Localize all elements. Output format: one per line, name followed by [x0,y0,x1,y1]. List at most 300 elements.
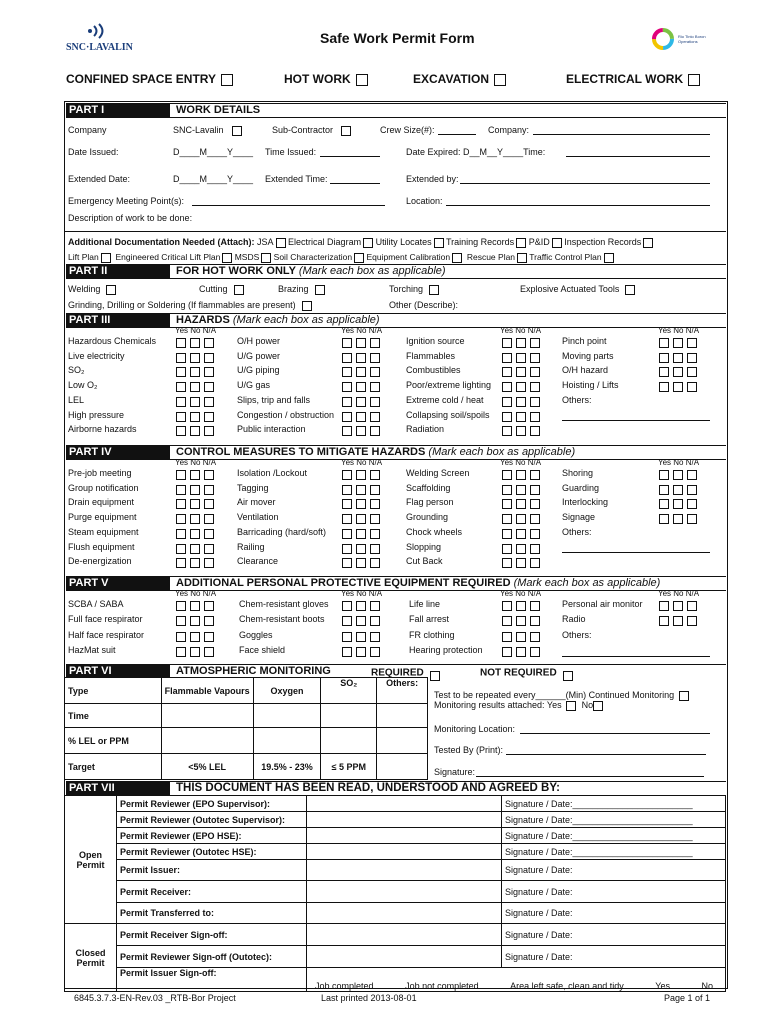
type-hot-work[interactable] [284,72,368,86]
yes-option[interactable]: Yes [655,981,670,991]
checkbox[interactable] [204,529,214,539]
checkbox[interactable] [356,470,366,480]
checkbox[interactable] [363,238,373,248]
checkbox[interactable] [566,701,576,711]
checkbox[interactable] [190,470,200,480]
checkbox[interactable] [342,426,352,436]
checkbox[interactable] [370,382,380,392]
yes-no-na-checkboxes[interactable] [342,426,384,436]
yes-no-na-checkboxes[interactable] [176,647,218,657]
yes-no-na-checkboxes[interactable] [502,412,544,422]
checkbox[interactable] [530,426,540,436]
others-field[interactable] [562,656,710,657]
cell[interactable] [253,704,321,728]
checkbox[interactable] [673,338,683,348]
yes-no-na-checkboxes[interactable] [342,397,384,407]
welding-option[interactable] [68,284,116,295]
yes-no-na-checkboxes[interactable] [176,382,218,392]
yes-no-na-checkboxes[interactable] [342,367,384,377]
checkbox[interactable] [342,470,352,480]
yes-no-na-checkboxes[interactable] [502,616,544,626]
checkbox[interactable] [356,499,366,509]
cell[interactable] [377,704,428,728]
checkbox[interactable] [502,499,512,509]
checkbox[interactable] [222,253,232,263]
checkbox[interactable] [673,470,683,480]
checkbox[interactable] [502,616,512,626]
checkbox[interactable] [502,544,512,554]
checkbox[interactable] [370,632,380,642]
checkbox[interactable] [530,485,540,495]
checkbox[interactable] [370,544,380,554]
checkbox[interactable] [530,338,540,348]
cell[interactable] [321,704,377,728]
name-cell[interactable] [307,924,502,946]
company-field[interactable] [533,134,710,135]
name-cell[interactable] [307,796,502,812]
checkbox[interactable] [234,285,244,295]
date-issued-field[interactable]: D____M____Y____ [173,147,254,157]
checkbox[interactable] [356,338,366,348]
signature-date[interactable]: Signature / Date: [502,860,726,881]
checkbox[interactable] [190,382,200,392]
name-cell[interactable] [307,946,502,968]
checkbox[interactable] [302,301,312,311]
checkbox[interactable] [190,426,200,436]
checkbox[interactable] [176,353,186,363]
extended-time-field[interactable] [330,183,380,184]
yes-no-na-checkboxes[interactable] [502,367,544,377]
explosive-option[interactable] [520,284,635,295]
checkbox[interactable] [516,647,526,657]
checkbox[interactable] [659,514,669,524]
checkbox[interactable] [204,353,214,363]
checkbox[interactable] [356,74,368,86]
doc-option[interactable] [376,237,444,247]
checkbox[interactable] [342,616,352,626]
checkbox[interactable] [315,285,325,295]
checkbox[interactable] [530,499,540,509]
yes-no-na-checkboxes[interactable] [176,485,218,495]
checkbox[interactable] [430,671,440,681]
yes-no-na-checkboxes[interactable] [502,426,544,436]
yes-no-na-checkboxes[interactable] [659,367,701,377]
checkbox[interactable] [342,647,352,657]
checkbox[interactable] [101,253,111,263]
doc-option[interactable] [529,237,562,247]
checkbox[interactable] [687,382,697,392]
checkbox[interactable] [370,601,380,611]
yes-no-na-checkboxes[interactable] [659,353,701,363]
checkbox[interactable] [176,367,186,377]
checkbox[interactable] [434,238,444,248]
checkbox[interactable] [530,470,540,480]
sub-contractor-option[interactable] [272,125,351,136]
checkbox[interactable] [356,601,366,611]
extended-date-field[interactable]: D____M____Y____ [173,174,254,184]
yes-no-na-checkboxes[interactable] [176,367,218,377]
yes-no-na-checkboxes[interactable] [176,338,218,348]
location-field[interactable] [446,205,710,206]
checkbox[interactable] [176,647,186,657]
yes-no-na-checkboxes[interactable] [342,544,384,554]
checkbox[interactable] [356,529,366,539]
yes-no-na-checkboxes[interactable] [176,470,218,480]
checkbox[interactable] [370,616,380,626]
checkbox[interactable] [370,353,380,363]
checkbox[interactable] [659,601,669,611]
signature-field[interactable] [476,776,704,777]
checkbox[interactable] [342,367,352,377]
checkbox[interactable] [190,544,200,554]
extended-by-field[interactable] [460,183,710,184]
checkbox[interactable] [190,601,200,611]
yes-no-na-checkboxes[interactable] [502,514,544,524]
yes-no-na-checkboxes[interactable] [659,382,701,392]
yes-no-na-checkboxes[interactable] [342,470,384,480]
yes-no-na-checkboxes[interactable] [659,485,701,495]
checkbox[interactable] [673,485,683,495]
checkbox[interactable] [204,514,214,524]
checkbox[interactable] [190,514,200,524]
checkbox[interactable] [190,485,200,495]
checkbox[interactable] [659,367,669,377]
checkbox[interactable] [604,253,614,263]
checkbox[interactable] [673,367,683,377]
checkbox[interactable] [370,485,380,495]
checkbox[interactable] [516,529,526,539]
yes-no-na-checkboxes[interactable] [342,499,384,509]
doc-option[interactable] [115,252,232,262]
checkbox[interactable] [516,601,526,611]
checkbox[interactable] [516,382,526,392]
checkbox[interactable] [354,253,364,263]
name-cell[interactable] [307,828,502,844]
yes-no-na-checkboxes[interactable] [502,382,544,392]
date-expired-field[interactable] [566,156,710,157]
yes-no-na-checkboxes[interactable] [342,529,384,539]
checkbox[interactable] [356,514,366,524]
checkbox[interactable] [176,397,186,407]
checkbox[interactable] [688,74,700,86]
emergency-field[interactable] [192,205,385,206]
checkbox[interactable] [190,412,200,422]
doc-option[interactable] [564,237,653,247]
checkbox[interactable] [356,367,366,377]
checkbox[interactable] [356,353,366,363]
checkbox[interactable] [516,470,526,480]
time-issued-field[interactable] [320,156,380,157]
doc-option[interactable] [68,252,111,262]
checkbox[interactable] [429,285,439,295]
job-completed-option[interactable]: Job completed [315,981,374,991]
checkbox[interactable] [204,412,214,422]
yes-no-na-checkboxes[interactable] [502,544,544,554]
signature-date[interactable]: Signature / Date: [502,924,726,946]
checkbox[interactable] [516,412,526,422]
checkbox[interactable] [341,126,351,136]
checkbox[interactable] [190,647,200,657]
yes-no-na-checkboxes[interactable] [659,499,701,509]
checkbox[interactable] [673,382,683,392]
checkbox[interactable] [530,514,540,524]
checkbox[interactable] [370,367,380,377]
name-cell[interactable] [307,881,502,903]
checkbox[interactable] [232,126,242,136]
yes-no-na-checkboxes[interactable] [659,616,701,626]
checkbox[interactable] [342,499,352,509]
checkbox[interactable] [204,558,214,568]
checkbox[interactable] [176,544,186,554]
type-electrical-work[interactable] [566,72,700,86]
cell[interactable] [161,704,253,728]
yes-no-na-checkboxes[interactable] [659,514,701,524]
signature-date[interactable]: Signature / Date: [502,903,726,924]
checkbox[interactable] [516,632,526,642]
yes-no-na-checkboxes[interactable] [342,558,384,568]
yes-no-na-checkboxes[interactable] [502,470,544,480]
signature-date[interactable]: Signature / Date:________________________ [502,828,726,844]
checkbox[interactable] [530,353,540,363]
checkbox[interactable] [190,632,200,642]
doc-option[interactable] [274,252,364,262]
yes-no-na-checkboxes[interactable] [176,499,218,509]
checkbox[interactable] [687,485,697,495]
checkbox[interactable] [530,647,540,657]
checkbox[interactable] [643,238,653,248]
checkbox[interactable] [502,367,512,377]
checkbox[interactable] [176,601,186,611]
checkbox[interactable] [687,601,697,611]
checkbox[interactable] [190,529,200,539]
yes-no-na-checkboxes[interactable] [176,544,218,554]
yes-no-na-checkboxes[interactable] [502,632,544,642]
checkbox[interactable] [204,426,214,436]
checkbox[interactable] [502,647,512,657]
checkbox[interactable] [370,558,380,568]
no-option[interactable]: No [701,981,713,991]
doc-option[interactable] [257,237,286,247]
checkbox[interactable] [190,338,200,348]
yes-no-na-checkboxes[interactable] [342,485,384,495]
checkbox[interactable] [502,382,512,392]
yes-no-na-checkboxes[interactable] [176,412,218,422]
checkbox[interactable] [494,74,506,86]
checkbox[interactable] [593,701,603,711]
yes-no-na-checkboxes[interactable] [659,470,701,480]
checkbox[interactable] [530,397,540,407]
checkbox[interactable] [530,632,540,642]
tested-by-field[interactable] [506,754,706,755]
checkbox[interactable] [204,544,214,554]
checkbox[interactable] [342,529,352,539]
checkbox[interactable] [176,616,186,626]
type-confined-space[interactable] [66,72,233,86]
checkbox[interactable] [342,544,352,554]
checkbox[interactable] [659,616,669,626]
checkbox[interactable] [673,353,683,363]
checkbox[interactable] [516,338,526,348]
checkbox[interactable] [190,616,200,626]
cell[interactable] [377,728,428,754]
checkbox[interactable] [673,514,683,524]
checkbox[interactable] [516,397,526,407]
checkbox[interactable] [673,601,683,611]
checkbox[interactable] [370,499,380,509]
name-cell[interactable] [307,860,502,881]
checkbox[interactable] [190,397,200,407]
checkbox[interactable] [530,367,540,377]
checkbox[interactable] [370,338,380,348]
doc-option[interactable] [467,252,527,262]
cutting-option[interactable] [199,284,244,295]
name-cell[interactable] [307,903,502,924]
yes-no-na-checkboxes[interactable] [502,353,544,363]
checkbox[interactable] [342,514,352,524]
checkbox[interactable] [176,514,186,524]
checkbox[interactable] [530,616,540,626]
checkbox[interactable] [516,616,526,626]
torching-option[interactable] [389,284,439,295]
checkbox[interactable] [673,499,683,509]
yes-no-na-checkboxes[interactable] [342,647,384,657]
checkbox[interactable] [552,238,562,248]
checkbox[interactable] [190,367,200,377]
yes-no-na-checkboxes[interactable] [342,632,384,642]
yes-no-na-checkboxes[interactable] [342,616,384,626]
checkbox[interactable] [517,253,527,263]
cell[interactable] [377,754,428,780]
yes-no-na-checkboxes[interactable] [502,529,544,539]
checkbox[interactable] [659,470,669,480]
checkbox[interactable] [516,514,526,524]
cell[interactable] [321,728,377,754]
checkbox[interactable] [502,397,512,407]
doc-option[interactable] [446,237,526,247]
yes-no-na-checkboxes[interactable] [342,514,384,524]
cell[interactable] [253,728,321,754]
yes-no-na-checkboxes[interactable] [176,558,218,568]
checkbox[interactable] [687,367,697,377]
checkbox[interactable] [204,616,214,626]
checkbox[interactable] [502,514,512,524]
checkbox[interactable] [502,632,512,642]
checkbox[interactable] [530,529,540,539]
not-required-option[interactable] [480,665,573,681]
yes-no-na-checkboxes[interactable] [176,616,218,626]
name-cell[interactable] [307,812,502,828]
checkbox[interactable] [342,632,352,642]
checkbox[interactable] [687,499,697,509]
checkbox[interactable] [502,426,512,436]
checkbox[interactable] [356,382,366,392]
checkbox[interactable] [502,485,512,495]
checkbox[interactable] [176,426,186,436]
checkbox[interactable] [452,253,462,263]
checkbox[interactable] [176,338,186,348]
checkbox[interactable] [370,412,380,422]
name-cell[interactable] [307,844,502,860]
yes-no-na-checkboxes[interactable] [502,558,544,568]
yes-no-na-checkboxes[interactable] [502,499,544,509]
checkbox[interactable] [502,353,512,363]
yes-no-na-checkboxes[interactable] [342,338,384,348]
checkbox[interactable] [342,558,352,568]
signature-date[interactable]: Signature / Date:________________________ [502,812,726,828]
checkbox[interactable] [356,412,366,422]
checkbox[interactable] [356,397,366,407]
checkbox[interactable] [342,353,352,363]
checkbox[interactable] [370,397,380,407]
checkbox[interactable] [530,412,540,422]
yes-no-na-checkboxes[interactable] [342,382,384,392]
doc-option[interactable] [235,252,272,262]
checkbox[interactable] [516,367,526,377]
checkbox[interactable] [204,382,214,392]
checkbox[interactable] [176,412,186,422]
yes-no-na-checkboxes[interactable] [502,601,544,611]
checkbox[interactable] [502,529,512,539]
yes-no-na-checkboxes[interactable] [502,338,544,348]
checkbox[interactable] [502,470,512,480]
checkbox[interactable] [516,558,526,568]
checkbox[interactable] [370,647,380,657]
checkbox[interactable] [530,382,540,392]
checkbox[interactable] [356,632,366,642]
checkbox[interactable] [679,691,689,701]
checkbox[interactable] [342,601,352,611]
checkbox[interactable] [176,499,186,509]
yes-no-na-checkboxes[interactable] [502,647,544,657]
doc-option[interactable] [366,252,462,262]
checkbox[interactable] [563,671,573,681]
yes-no-na-checkboxes[interactable] [659,338,701,348]
checkbox[interactable] [530,558,540,568]
checkbox[interactable] [176,470,186,480]
checkbox[interactable] [204,367,214,377]
checkbox[interactable] [356,616,366,626]
checkbox[interactable] [342,382,352,392]
signature-date[interactable]: Signature / Date:________________________ [502,796,726,812]
checkbox[interactable] [356,544,366,554]
checkbox[interactable] [687,338,697,348]
yes-no-na-checkboxes[interactable] [176,514,218,524]
checkbox[interactable] [176,558,186,568]
checkbox[interactable] [516,485,526,495]
checkbox[interactable] [659,338,669,348]
checkbox[interactable] [516,499,526,509]
yes-no-na-checkboxes[interactable] [502,397,544,407]
checkbox[interactable] [190,558,200,568]
checkbox[interactable] [342,485,352,495]
checkbox[interactable] [190,499,200,509]
checkbox[interactable] [625,285,635,295]
checkbox[interactable] [673,616,683,626]
checkbox[interactable] [502,558,512,568]
yes-no-na-checkboxes[interactable] [342,601,384,611]
yes-no-na-checkboxes[interactable] [176,529,218,539]
checkbox[interactable] [370,514,380,524]
yes-no-na-checkboxes[interactable] [176,397,218,407]
checkbox[interactable] [204,499,214,509]
checkbox[interactable] [659,485,669,495]
signature-date[interactable]: Signature / Date: [502,881,726,903]
checkbox[interactable] [176,529,186,539]
doc-option[interactable] [288,237,373,247]
checkbox[interactable] [221,74,233,86]
yes-no-na-checkboxes[interactable] [502,485,544,495]
checkbox[interactable] [276,238,286,248]
